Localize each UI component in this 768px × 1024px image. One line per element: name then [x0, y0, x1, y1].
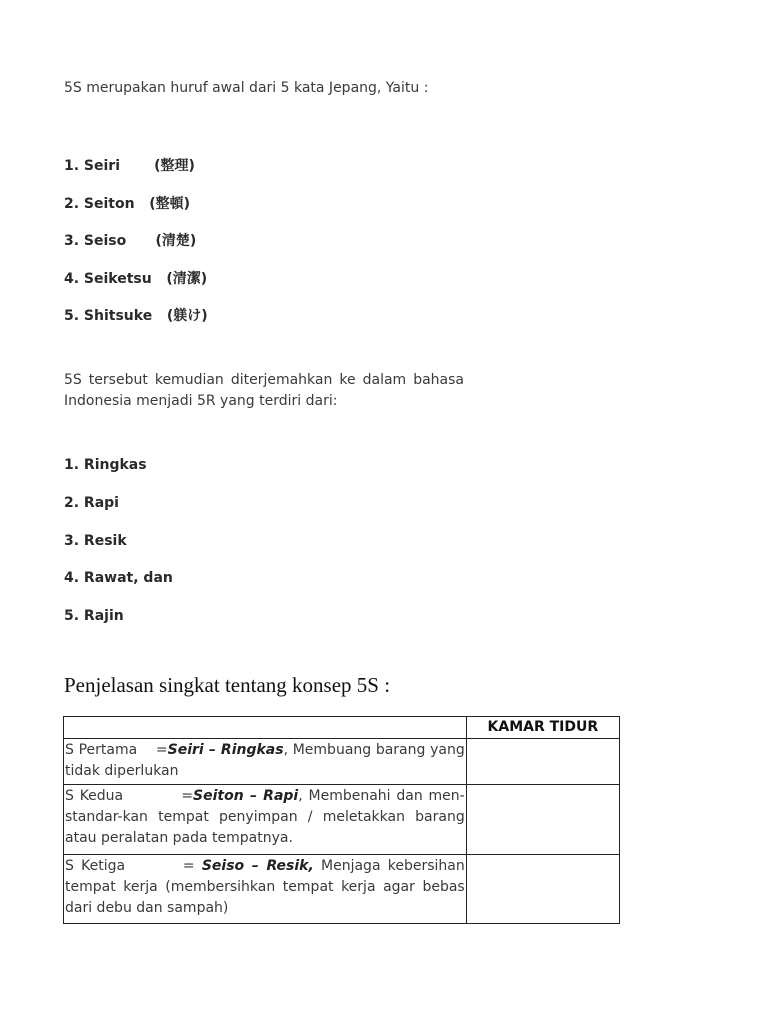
row-text: , Membenahi dan men-standar-kan tempat penyimpan / meletakkan barang atau peralatan pada tempatnya. [65, 788, 465, 846]
row-description [64, 855, 467, 924]
row-description [64, 739, 467, 785]
row-text: Menjaga kebersihan tempat kerja (membersihkan tempat kerja agar bebas dari debu dan sampah) [65, 858, 465, 916]
table-header-row [64, 717, 620, 739]
indonesian-term-4: 4. Rawat, dan [64, 570, 173, 586]
row-room-cell[interactable] [466, 785, 619, 855]
row-keyword: Seiri – Ringkas [167, 742, 284, 758]
table-row [64, 739, 620, 785]
row-label: S Pertama = [65, 742, 168, 758]
table-row [64, 855, 620, 924]
term-kanji: (清潔) [166, 271, 208, 287]
term-label: 3. Seiso [64, 233, 127, 249]
term-label: 1. Seiri [64, 158, 121, 174]
row-keyword: Seiton – Rapi [193, 788, 299, 804]
row-text: , Membuang barang yang tidak diperlukan [65, 742, 465, 779]
row-keyword: Seiso – Resik, [201, 858, 314, 874]
row-room-cell[interactable] [466, 855, 619, 924]
intro-paragraph: 5S merupakan huruf awal dari 5 kata Jepang, Yaitu : [64, 80, 429, 96]
translation-paragraph: 5S tersebut kemudian diterjemahkan ke dalam bahasa Indonesia menjadi 5R yang terdiri dari: [64, 372, 464, 409]
indonesian-term-5: 5. Rajin [64, 608, 124, 624]
header-cell-kamar-tidur: KAMAR TIDUR [466, 717, 619, 739]
term-kanji: (整頓) [149, 196, 191, 212]
section-heading: Penjelasan singkat tentang konsep 5S : [64, 673, 391, 697]
five-s-table [63, 716, 620, 924]
term-label: 4. Seiketsu [64, 271, 152, 287]
term-label: 5. Shitsuke [64, 308, 153, 324]
row-label: S Kedua = [65, 788, 194, 804]
term-kanji: (整理) [154, 158, 195, 174]
header-cell-empty [64, 717, 467, 739]
row-label: S Ketiga = [65, 858, 195, 874]
japanese-term-3 [64, 230, 196, 250]
table-row [64, 785, 620, 855]
row-description [64, 785, 467, 855]
indonesian-term-1: 1. Ringkas [64, 457, 147, 473]
japanese-term-5 [64, 305, 208, 325]
indonesian-term-3: 3. Resik [64, 533, 127, 549]
term-label: 2. Seiton [64, 196, 135, 212]
term-kanji: (清楚) [155, 233, 197, 249]
term-kanji: (躾け) [166, 308, 208, 324]
japanese-term-2 [64, 193, 190, 213]
japanese-term-4 [64, 268, 207, 288]
japanese-term-1 [64, 155, 195, 175]
row-room-cell[interactable] [466, 739, 619, 785]
indonesian-term-2: 2. Rapi [64, 495, 119, 511]
